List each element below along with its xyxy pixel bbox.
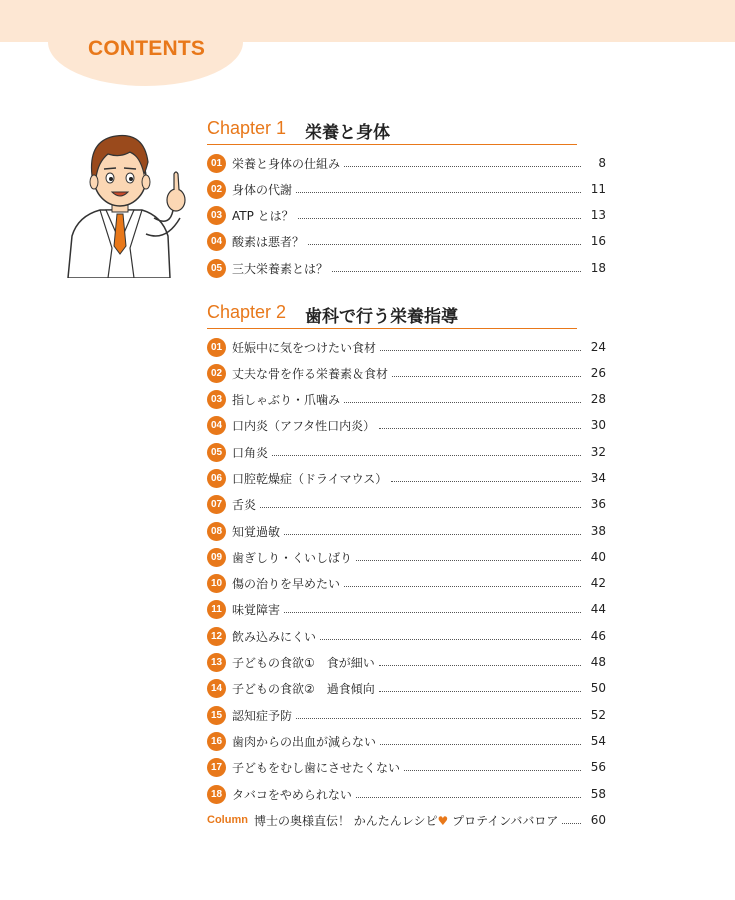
entry-title: 三大栄養素とは？ bbox=[232, 261, 329, 276]
leader-dots bbox=[332, 271, 581, 272]
leader-dots bbox=[320, 639, 581, 640]
leader-dots bbox=[379, 428, 581, 429]
entry-title: 指しゃぶり・爪噛み bbox=[232, 392, 341, 407]
entry-number-badge: 12 bbox=[207, 627, 226, 646]
entry-number-badge: 01 bbox=[207, 154, 226, 173]
entry-title: 飲み込みにくい bbox=[232, 629, 317, 644]
entry-title: 味覚障害 bbox=[232, 602, 281, 617]
entry-page: 54 bbox=[590, 734, 606, 748]
entry-page: 50 bbox=[590, 681, 606, 695]
leader-dots bbox=[391, 481, 581, 482]
entry-page: 30 bbox=[590, 418, 606, 432]
chapter-1-heading bbox=[207, 118, 577, 145]
toc-entry[interactable] bbox=[207, 547, 606, 567]
entry-page: 48 bbox=[590, 655, 606, 669]
entry-title: 栄養と身体の仕組み bbox=[232, 156, 341, 171]
toc-entry[interactable] bbox=[207, 205, 606, 225]
entry-title: 妊娠中に気をつけたい食材 bbox=[232, 340, 377, 355]
leader-dots bbox=[344, 586, 581, 587]
entry-page: 38 bbox=[590, 524, 606, 538]
entry-title: 認知症予防 bbox=[232, 708, 293, 723]
toc-entry[interactable] bbox=[207, 652, 606, 672]
entry-number-badge: 11 bbox=[207, 600, 226, 619]
entry-page: 28 bbox=[590, 392, 606, 406]
chapter-label: Chapter 2 bbox=[207, 302, 287, 322]
toc-entry[interactable] bbox=[207, 179, 606, 199]
entry-title: 丈夫な骨を作る栄養素＆食材 bbox=[232, 366, 389, 381]
entry-number-badge: 14 bbox=[207, 679, 226, 698]
entry-title: 歯肉からの出血が減らない bbox=[232, 734, 377, 749]
leader-dots bbox=[296, 192, 581, 193]
entry-number-badge: 10 bbox=[207, 574, 226, 593]
leader-dots bbox=[356, 560, 581, 561]
toc-entry[interactable] bbox=[207, 599, 606, 619]
entry-page: 40 bbox=[590, 550, 606, 564]
chapter-title: 栄養と身体 bbox=[305, 123, 390, 143]
entry-title: 口腔乾燥症（ドライマウス） bbox=[232, 471, 388, 486]
chapter-label: Chapter 1 bbox=[207, 118, 287, 138]
entry-number-badge: 03 bbox=[207, 206, 226, 225]
leader-dots bbox=[296, 718, 581, 719]
entry-title: 口角炎 bbox=[232, 445, 269, 460]
entry-title: ATP とは？ bbox=[232, 208, 294, 223]
entry-number-badge: 15 bbox=[207, 706, 226, 725]
entry-title: 傷の治りを早めたい bbox=[232, 576, 341, 591]
entry-page: 46 bbox=[590, 629, 606, 643]
entry-page: 42 bbox=[590, 576, 606, 590]
entry-page: 34 bbox=[590, 471, 606, 485]
entry-title: タバコをやめられない bbox=[232, 787, 352, 802]
leader-dots bbox=[562, 823, 581, 824]
toc-entry[interactable] bbox=[207, 521, 606, 541]
toc-entry[interactable] bbox=[207, 363, 606, 383]
chapter-2-heading bbox=[207, 302, 577, 329]
entry-page: 52 bbox=[590, 708, 606, 722]
entry-page: 24 bbox=[590, 340, 606, 354]
page-title: CONTENTS bbox=[88, 37, 206, 60]
toc-entry[interactable] bbox=[207, 678, 606, 698]
entry-number-badge: 04 bbox=[207, 232, 226, 251]
entry-title: 子どもの食欲② 過食傾向 bbox=[232, 681, 375, 696]
entry-number-badge: 13 bbox=[207, 653, 226, 672]
entry-title: 口内炎（アフタ性口内炎） bbox=[232, 418, 376, 433]
entry-page: 60 bbox=[590, 813, 606, 827]
leader-dots bbox=[379, 691, 581, 692]
entry-title: 子どもの食欲① 食が細い bbox=[232, 655, 375, 670]
chapter-title: 歯科で行う栄養指導 bbox=[305, 307, 458, 327]
toc-entry[interactable] bbox=[207, 468, 606, 488]
toc-entry[interactable] bbox=[207, 415, 606, 435]
entry-number-badge: 05 bbox=[207, 443, 226, 462]
entry-page: 36 bbox=[590, 497, 606, 511]
toc-entry[interactable] bbox=[207, 389, 606, 409]
entry-page: 56 bbox=[590, 760, 606, 774]
entry-number-badge: 05 bbox=[207, 259, 226, 278]
leader-dots bbox=[308, 244, 581, 245]
entry-page: 32 bbox=[590, 445, 606, 459]
entry-page: 11 bbox=[590, 182, 606, 196]
leader-dots bbox=[272, 455, 581, 456]
leader-dots bbox=[298, 218, 581, 219]
entry-number-badge: 16 bbox=[207, 732, 226, 751]
leader-dots bbox=[344, 166, 581, 167]
toc-entry[interactable] bbox=[207, 784, 606, 804]
entry-number-badge: 02 bbox=[207, 180, 226, 199]
entry-page: 26 bbox=[590, 366, 606, 380]
leader-dots bbox=[260, 507, 581, 508]
toc-entry[interactable] bbox=[207, 231, 606, 251]
entry-number-badge: 03 bbox=[207, 390, 226, 409]
toc-entry[interactable] bbox=[207, 731, 606, 751]
toc-entry[interactable] bbox=[207, 626, 606, 646]
entry-title: 歯ぎしり・くいしばり bbox=[232, 550, 353, 565]
entry-title: 酸素は悪者？ bbox=[232, 234, 305, 249]
leader-dots bbox=[344, 402, 581, 403]
entry-number-badge: 08 bbox=[207, 522, 226, 541]
toc-entry[interactable] bbox=[207, 337, 606, 357]
entry-number-badge: 17 bbox=[207, 758, 226, 777]
leader-dots bbox=[404, 770, 581, 771]
toc-entry[interactable] bbox=[207, 153, 606, 173]
entry-number-badge: 04 bbox=[207, 416, 226, 435]
heart-icon: ♥ bbox=[437, 813, 449, 828]
toc-column-entry[interactable] bbox=[207, 810, 606, 830]
leader-dots bbox=[379, 665, 581, 666]
entry-page: 58 bbox=[590, 787, 606, 801]
entry-page: 44 bbox=[590, 602, 606, 616]
leader-dots bbox=[380, 350, 581, 351]
entry-number-badge: 09 bbox=[207, 548, 226, 567]
entry-title: 舌炎 bbox=[232, 497, 257, 512]
entry-title: 知覚過敏 bbox=[232, 524, 281, 539]
entry-number-badge: 01 bbox=[207, 338, 226, 357]
leader-dots bbox=[392, 376, 581, 377]
entry-page: 8 bbox=[598, 156, 606, 170]
column-tag: Column bbox=[207, 814, 248, 826]
toc-entry[interactable] bbox=[207, 573, 606, 593]
entry-number-badge: 06 bbox=[207, 469, 226, 488]
toc-entry[interactable] bbox=[207, 442, 606, 462]
entry-page: 13 bbox=[590, 208, 606, 222]
entry-title: 身体の代謝 bbox=[232, 182, 293, 197]
entry-page: 18 bbox=[590, 261, 606, 275]
leader-dots bbox=[380, 744, 581, 745]
entry-number-badge: 02 bbox=[207, 364, 226, 383]
entry-number-badge: 07 bbox=[207, 495, 226, 514]
entry-page: 16 bbox=[590, 234, 606, 248]
leader-dots bbox=[356, 797, 581, 798]
toc-entry[interactable] bbox=[207, 757, 606, 777]
column-title: 博士の奥様直伝！ かんたんレシピ♥ プロテインババロア bbox=[253, 813, 559, 828]
leader-dots bbox=[284, 534, 581, 535]
doctor-mascot-illustration bbox=[50, 118, 190, 278]
leader-dots bbox=[284, 612, 581, 613]
toc-entry[interactable] bbox=[207, 494, 606, 514]
toc-entry[interactable] bbox=[207, 705, 606, 725]
entry-number-badge: 18 bbox=[207, 785, 226, 804]
entry-title: 子どもをむし歯にさせたくない bbox=[232, 760, 401, 775]
toc-entry[interactable] bbox=[207, 258, 606, 278]
